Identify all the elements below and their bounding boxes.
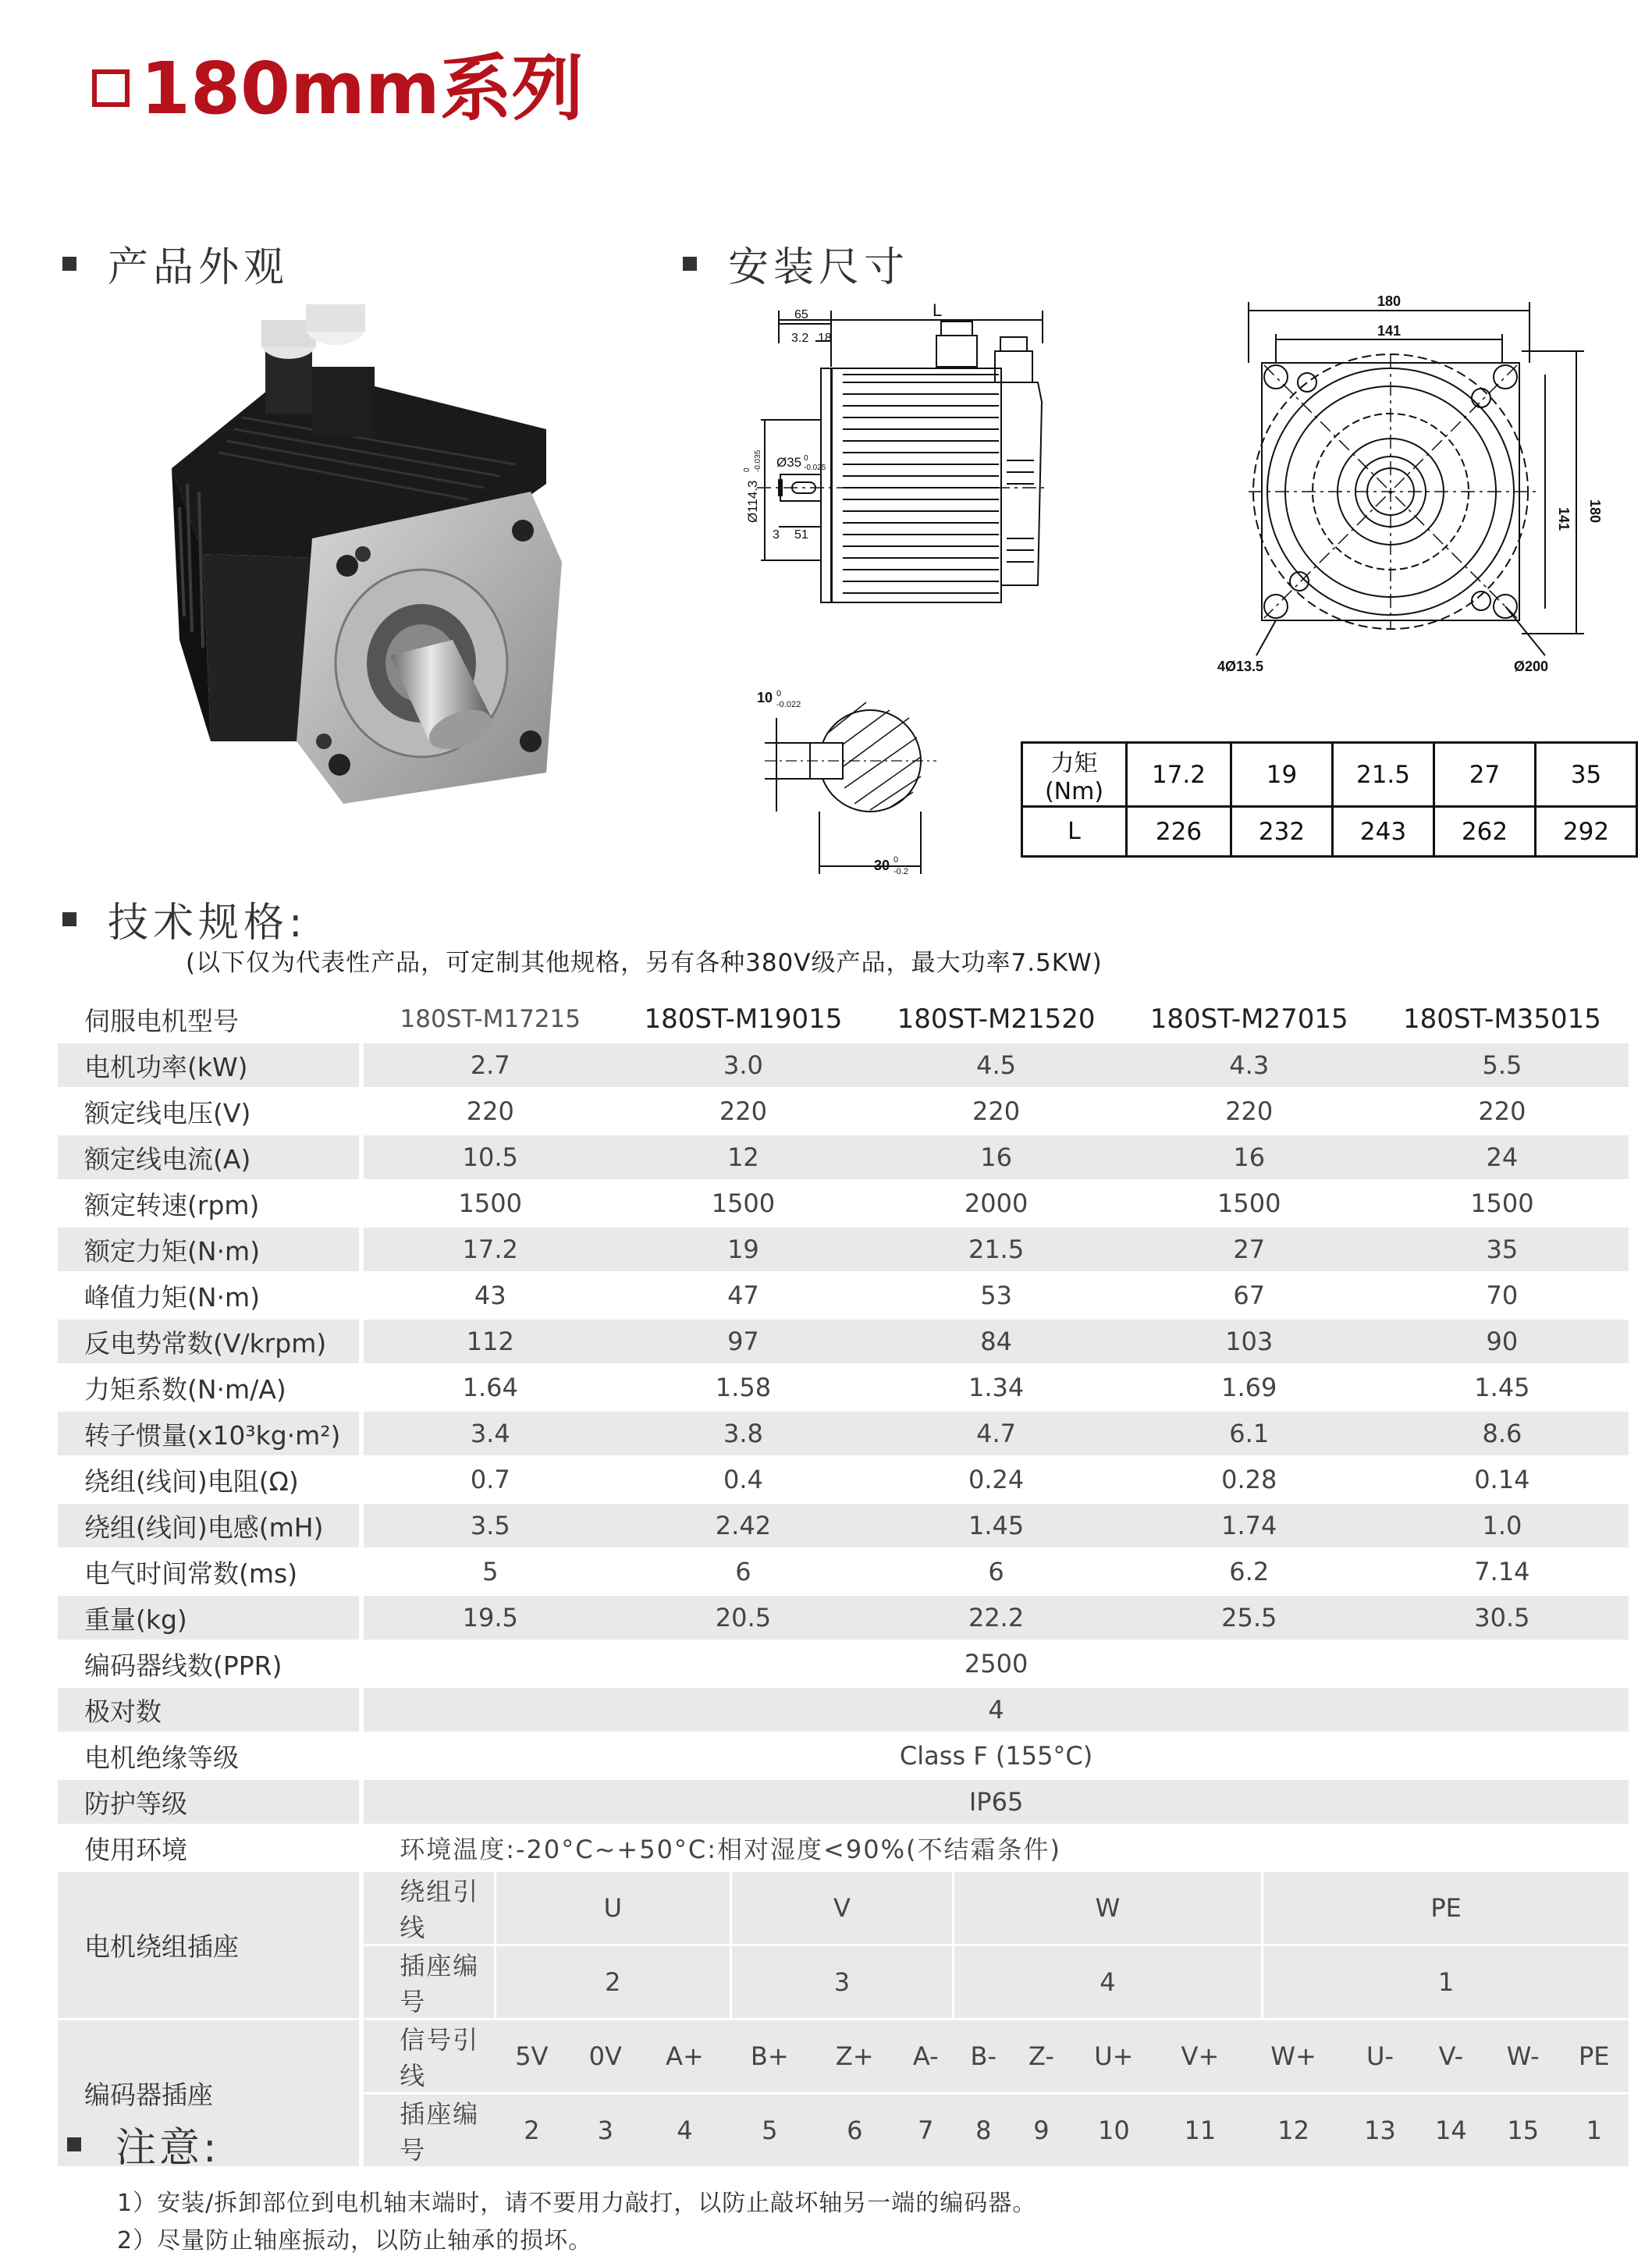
spec-value: 20.5 — [616, 1596, 869, 1642]
length-table-cell: 292 — [1536, 807, 1637, 857]
spec-value: 1.45 — [870, 1504, 1123, 1550]
encoder-pin: 13 — [1345, 2094, 1416, 2167]
spec-label: 编码器插座 — [58, 2020, 359, 2169]
spec-value: 5 — [364, 1550, 616, 1596]
spec-label: 电机绕组插座 — [58, 1872, 359, 2020]
spec-row — [58, 1366, 1629, 1412]
spec-row — [58, 1504, 1629, 1550]
model-name: 180ST-M27015 — [1123, 997, 1376, 1043]
dim-key-10-lo: -0.022 — [776, 700, 801, 709]
winding-pin: 2 — [495, 1945, 730, 2019]
encoder-socket-table — [364, 2020, 1629, 2166]
encoder-pin: 3 — [569, 2094, 642, 2167]
spec-value: 1500 — [1123, 1181, 1376, 1227]
spec-value: 97 — [616, 1320, 869, 1366]
spec-row — [58, 1135, 1629, 1181]
spec-row — [58, 1550, 1629, 1596]
dim-65: 65 — [794, 308, 808, 322]
length-table-torque-label: 力矩(Nm) — [1022, 743, 1127, 807]
encoder-pin: 8 — [954, 2094, 1013, 2167]
dim-key-30-lo: -0.2 — [894, 867, 908, 876]
spec-value: 1.45 — [1376, 1366, 1629, 1412]
dim-d114: Ø114.3 — [745, 480, 760, 523]
spec-label: 额定线电流(A) — [58, 1135, 359, 1181]
encoder-socket-row — [58, 2020, 1629, 2169]
dim-key-30-hi: 0 — [894, 855, 899, 865]
spec-value: 4.5 — [870, 1043, 1123, 1089]
spec-value: 3.8 — [616, 1412, 869, 1458]
spec-value: 1.64 — [364, 1366, 616, 1412]
spec-value: 103 — [1123, 1320, 1376, 1366]
spec-value: 90 — [1376, 1320, 1629, 1366]
model-name: 180ST-M35015 — [1376, 997, 1629, 1043]
spec-row — [58, 1826, 1629, 1872]
spec-common-value: 2500 — [364, 1642, 1629, 1688]
spec-row — [58, 1642, 1629, 1688]
encoder-pin: 9 — [1013, 2094, 1071, 2167]
note-item: 1）安装/拆卸部位到电机轴末端时，请不要用力敲打，以防止敲坏轴另一端的编码器。 — [117, 2190, 1037, 2217]
section-notice — [67, 2115, 220, 2173]
encoder-signal: Z- — [1013, 2020, 1071, 2094]
spec-value: 16 — [1123, 1135, 1376, 1181]
spec-label: 电机功率(kW) — [58, 1043, 359, 1089]
spec-value: 3.4 — [364, 1412, 616, 1458]
square-icon — [92, 69, 130, 107]
encoder-pin: 5 — [727, 2094, 812, 2167]
key-section — [765, 702, 936, 874]
spec-label: 反电势常数(V/krpm) — [58, 1320, 359, 1366]
spec-value: 43 — [364, 1274, 616, 1320]
spec-value: 2000 — [870, 1181, 1123, 1227]
winding-lead: PE — [1263, 1872, 1629, 1945]
front-view — [1249, 302, 1584, 655]
dim-d114-tol-lo: -0.035 — [754, 449, 762, 472]
length-table-row-length — [1022, 807, 1637, 857]
spec-common-value: IP65 — [364, 1780, 1629, 1826]
spec-value: 21.5 — [870, 1227, 1123, 1274]
sub-label: 插座编号 — [364, 2094, 495, 2167]
dim-3: 3 — [773, 528, 780, 542]
length-table-cell: 262 — [1434, 807, 1536, 857]
spec-value: 27 — [1123, 1227, 1376, 1274]
section-specs — [62, 890, 307, 948]
dim-51: 51 — [794, 528, 808, 542]
spec-label: 重量(kg) — [58, 1596, 359, 1642]
spec-value: 6 — [616, 1550, 869, 1596]
dim-pcd: Ø200 — [1514, 659, 1549, 674]
spec-common-value: Class F (155°C) — [364, 1734, 1629, 1780]
length-table-cell: 27 — [1434, 743, 1536, 807]
winding-socket-table — [364, 1872, 1629, 2018]
model-name: 180ST-M21520 — [870, 997, 1123, 1043]
encoder-signal: B- — [954, 2020, 1013, 2094]
spec-row — [58, 1412, 1629, 1458]
section-dimensions-label: 安装尺寸 — [728, 244, 910, 291]
spec-label: 峰值力矩(N·m) — [58, 1274, 359, 1320]
length-table — [1021, 741, 1638, 858]
spec-value: 220 — [870, 1089, 1123, 1135]
encoder-pin: 1 — [1560, 2094, 1629, 2167]
spec-value: 6.2 — [1123, 1550, 1376, 1596]
spec-row — [58, 1596, 1629, 1642]
winding-pin: 1 — [1263, 1945, 1629, 2019]
page-title — [92, 31, 584, 134]
bullet-icon — [67, 2137, 81, 2151]
model-name: 180ST-M17215 — [364, 997, 616, 1043]
spec-value: 0.24 — [870, 1458, 1123, 1504]
dim-key-30: 30 — [874, 858, 890, 873]
spec-value: 1.34 — [870, 1366, 1123, 1412]
sub-label: 绕组引线 — [364, 1872, 495, 1945]
dim-141-side: 141 — [1556, 507, 1572, 531]
spec-value: 1500 — [364, 1181, 616, 1227]
spec-value: 220 — [1376, 1089, 1629, 1135]
encoder-pin: 4 — [642, 2094, 727, 2167]
encoder-pin: 11 — [1157, 2094, 1242, 2167]
spec-value: 0.14 — [1376, 1458, 1629, 1504]
encoder-signal: V+ — [1157, 2020, 1242, 2094]
dim-d35-tol-lo: -0.025 — [804, 464, 826, 472]
spec-value: 4.7 — [870, 1412, 1123, 1458]
length-table-cell: 243 — [1333, 807, 1434, 857]
encoder-signal: Z+ — [812, 2020, 897, 2094]
encoder-signal: V- — [1416, 2020, 1487, 2094]
page-title-text: 180mm系列 — [140, 47, 584, 130]
spec-label: 额定转速(rpm) — [58, 1181, 359, 1227]
spec-value: 30.5 — [1376, 1596, 1629, 1642]
spec-value: 0.4 — [616, 1458, 869, 1504]
encoder-signal: U+ — [1070, 2020, 1157, 2094]
spec-label: 编码器线数(PPR) — [58, 1642, 359, 1688]
winding-lead: V — [731, 1872, 954, 1945]
spec-value: 24 — [1376, 1135, 1629, 1181]
spec-label: 电机绝缘等级 — [58, 1734, 359, 1780]
spec-value: 1.74 — [1123, 1504, 1376, 1550]
spec-label: 额定线电压(V) — [58, 1089, 359, 1135]
spec-value: 17.2 — [364, 1227, 616, 1274]
spec-label: 绕组(线间)电阻(Ω) — [58, 1458, 359, 1504]
spec-value: 220 — [1123, 1089, 1376, 1135]
encoder-signal: U- — [1345, 2020, 1416, 2094]
dim-d35-tol-hi: 0 — [804, 454, 808, 463]
spec-value: 19.5 — [364, 1596, 616, 1642]
encoder-signal: A+ — [642, 2020, 727, 2094]
encoder-signal: PE — [1560, 2020, 1629, 2094]
length-table-cell: 232 — [1231, 807, 1333, 857]
dim-L: L — [933, 300, 943, 320]
spec-label: 使用环境 — [58, 1826, 359, 1872]
spec-row — [58, 1320, 1629, 1366]
length-table-cell: 17.2 — [1127, 743, 1231, 807]
spec-label: 额定力矩(N·m) — [58, 1227, 359, 1274]
spec-value: 4.3 — [1123, 1043, 1376, 1089]
spec-label: 防护等级 — [58, 1780, 359, 1826]
spec-row — [58, 1089, 1629, 1135]
spec-row — [58, 1458, 1629, 1504]
spec-value: 84 — [870, 1320, 1123, 1366]
motor-photo — [156, 304, 593, 804]
encoder-signal: B+ — [727, 2020, 812, 2094]
encoder-pin: 15 — [1487, 2094, 1560, 2167]
spec-value: 70 — [1376, 1274, 1629, 1320]
winding-lead: U — [495, 1872, 730, 1945]
length-table-length-label: L — [1022, 807, 1127, 857]
dim-holes: 4Ø13.5 — [1217, 659, 1264, 674]
spec-row — [58, 1274, 1629, 1320]
spec-value: 1500 — [1376, 1181, 1629, 1227]
spec-header-row — [58, 997, 1629, 1043]
spec-value: 2.7 — [364, 1043, 616, 1089]
spec-value: 220 — [364, 1089, 616, 1135]
spec-label: 电气时间常数(ms) — [58, 1550, 359, 1596]
encoder-signal: W- — [1487, 2020, 1560, 2094]
encoder-signal: 0V — [569, 2020, 642, 2094]
encoder-signal: A- — [897, 2020, 954, 2094]
dim-d35: Ø35 — [776, 455, 802, 470]
spec-value: 2.42 — [616, 1504, 869, 1550]
spec-value: 25.5 — [1123, 1596, 1376, 1642]
spec-common-value: 环境温度:-20°C~+50°C:相对湿度<90%(不结霜条件) — [364, 1826, 1629, 1872]
spec-value: 53 — [870, 1274, 1123, 1320]
spec-row — [58, 1181, 1629, 1227]
encoder-pin: 2 — [495, 2094, 568, 2167]
dim-d114-tol-hi: 0 — [743, 467, 751, 472]
dim-180-side: 180 — [1587, 499, 1603, 524]
section-specs-label: 技术规格: — [108, 900, 307, 947]
encoder-signal: W+ — [1242, 2020, 1345, 2094]
spec-common-value: 4 — [364, 1688, 1629, 1734]
length-table-cell: 21.5 — [1333, 743, 1434, 807]
spec-value: 0.28 — [1123, 1458, 1376, 1504]
encoder-pin: 6 — [812, 2094, 897, 2167]
notes — [117, 2185, 1036, 2256]
dim-18: 18 — [818, 332, 832, 345]
model-name: 180ST-M19015 — [616, 997, 869, 1043]
spec-value: 12 — [616, 1135, 869, 1181]
length-table-cell: 19 — [1231, 743, 1333, 807]
encoder-pin: 12 — [1242, 2094, 1345, 2167]
bullet-icon — [62, 257, 76, 271]
encoder-signal: 5V — [495, 2020, 568, 2094]
length-table-row-torque — [1022, 743, 1637, 807]
spec-value: 5.5 — [1376, 1043, 1629, 1089]
winding-socket-row — [58, 1872, 1629, 2020]
spec-label: 转子惯量(x10³kg·m²) — [58, 1412, 359, 1458]
spec-label: 力矩系数(N·m/A) — [58, 1366, 359, 1412]
spec-value: 19 — [616, 1227, 869, 1274]
spec-value: 6.1 — [1123, 1412, 1376, 1458]
spec-value: 6 — [870, 1550, 1123, 1596]
spec-label: 伺服电机型号 — [58, 997, 359, 1043]
section-appearance-label: 产品外观 — [108, 244, 290, 291]
spec-value: 8.6 — [1376, 1412, 1629, 1458]
winding-lead: W — [953, 1872, 1262, 1945]
bullet-icon — [62, 912, 76, 926]
length-table-cell: 226 — [1127, 807, 1231, 857]
spec-value: 220 — [616, 1089, 869, 1135]
winding-socket-cell — [364, 1872, 1629, 2020]
spec-value: 3.5 — [364, 1504, 616, 1550]
spec-value: 3.0 — [616, 1043, 869, 1089]
spec-value: 35 — [1376, 1227, 1629, 1274]
spec-row — [58, 1780, 1629, 1826]
spec-value: 1.58 — [616, 1366, 869, 1412]
spec-row — [58, 1688, 1629, 1734]
dim-3-2: 3.2 — [791, 332, 809, 345]
encoder-socket-cell — [364, 2020, 1629, 2169]
winding-pin: 4 — [953, 1945, 1262, 2019]
spec-value: 7.14 — [1376, 1550, 1629, 1596]
encoder-pin: 14 — [1416, 2094, 1487, 2167]
spec-row — [58, 1227, 1629, 1274]
dim-key-10: 10 — [757, 690, 773, 705]
spec-value: 16 — [870, 1135, 1123, 1181]
spec-value: 0.7 — [364, 1458, 616, 1504]
dim-key-10-hi: 0 — [776, 689, 782, 698]
spec-value: 22.2 — [870, 1596, 1123, 1642]
section-appearance — [62, 234, 289, 293]
length-table-cell: 35 — [1536, 743, 1637, 807]
spec-value: 112 — [364, 1320, 616, 1366]
spec-label: 极对数 — [58, 1688, 359, 1734]
spec-row — [58, 1734, 1629, 1780]
note-item: 2）尽量防止轴座振动，以防止轴承的损坏。 — [117, 2227, 593, 2254]
encoder-pin: 7 — [897, 2094, 954, 2167]
sub-label: 插座编号 — [364, 1945, 495, 2019]
spec-value: 1.0 — [1376, 1504, 1629, 1550]
section-notice-label: 注意: — [115, 2125, 220, 2172]
spec-row — [58, 1043, 1629, 1089]
spec-value: 47 — [616, 1274, 869, 1320]
spec-value: 67 — [1123, 1274, 1376, 1320]
spec-value: 1500 — [616, 1181, 869, 1227]
spec-value: 10.5 — [364, 1135, 616, 1181]
winding-pin: 3 — [731, 1945, 954, 2019]
spec-table — [58, 997, 1629, 2169]
spec-value: 1.69 — [1123, 1366, 1376, 1412]
dim-141-top: 141 — [1377, 323, 1402, 339]
sub-label: 信号引线 — [364, 2020, 495, 2094]
spec-label: 绕组(线间)电感(mH) — [58, 1504, 359, 1550]
dim-180-top: 180 — [1377, 293, 1402, 309]
spec-note: (以下仅为代表性产品，可定制其他规格，另有各种380V级产品，最大功率7.5KW) — [186, 949, 1103, 977]
encoder-pin: 10 — [1070, 2094, 1157, 2167]
